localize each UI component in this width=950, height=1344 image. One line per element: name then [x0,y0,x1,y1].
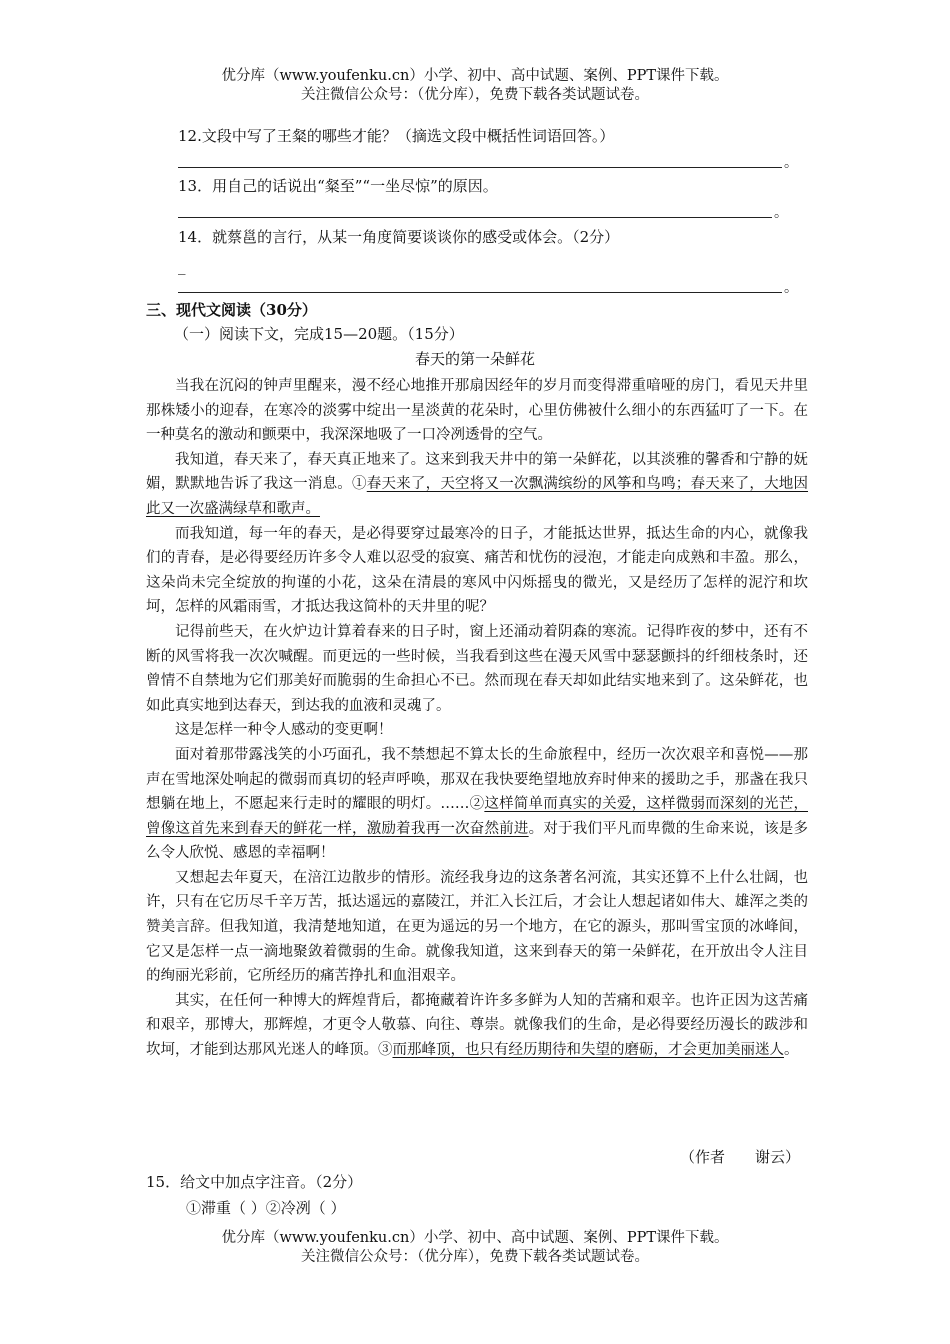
answer-period-13: 。 [774,205,788,221]
underlined-sentence-1: 春天来了，天空将又一次飘满缤纷的风筝和鸟鸣；春天来了，大地因此又一次盛满绿草和歌声。 [146,476,809,517]
section-subheading: （一）阅读下文，完成15—20题。（15分） [174,325,464,343]
question-15: 15．给文中加点字注音。（2分） [146,1173,363,1191]
paragraph-5: 这是怎样一种令人感动的变更啊！ [175,722,393,739]
paragraph-8-tail: 。 [784,1042,799,1059]
paragraph-2 [146,448,808,522]
paragraph-8-text: 其实，在任何一种博大的辉煌背后，都掩藏着许许多多鲜为人知的苦痛和艰辛。也许正因为这苦痛和艰辛，那博大，那辉煌，才更令人敬慕、向往、尊崇。就像我们的生命，是必得要经历漫长的跋涉和坎坷，才能到达那风光迷人的峰顶。③ [146,992,808,1059]
answer-dash-14: _ [178,257,186,275]
article-author: （作者 谢云） [680,1148,801,1166]
paragraph-6 [146,743,808,866]
paragraph-2-text: 我知道，春天来了，春天真正地来了。这来到我天井中的第一朵鲜花，以其淡雅的馨香和宁静的妩媚，默默地告诉了我这一消息。① [146,451,808,493]
article-title: 春天的第一朵鲜花 [414,350,535,368]
paragraph-3: 而我知道，每一年的春天，是必得要穿过最寒冷的日子，才能抵达世界，抵达生命的内心，就像我们的青春，是必得要经历许多令人难以忍受的寂寞、痛苦和忧伤的浸泡，才能走向成熟和丰盈。那么，这朵尚未完全绽放的拘谨的小花，这朵在清晨的寒风中闪烁摇曳的微光，又是经历了怎样的泥泞和坎坷，怎样的风霜雨雪，才抵达我这简朴的天井里的呢？ [146,525,808,616]
page-header [0,67,950,105]
answer-line-13[interactable] [178,217,772,218]
question-12: 12.文段中写了王粲的哪些才能？（摘选文段中概括性词语回答。） [178,127,615,145]
answer-line-14[interactable] [178,292,782,293]
question-15-items[interactable]: ①滞重（ ）②冷冽（ ） [186,1199,346,1217]
footer-line-1: 优分库（www.youfenku.cn）小学、初中、高中试题、案例、PPT课件下载。 [221,1230,729,1246]
header-line-1: 优分库（www.youfenku.cn）小学、初中、高中试题、案例、PPT课件下载。 [221,68,729,84]
question-14: 14．就蔡邕的言行，从某一角度简要谈谈你的感受或体会。（2分） [178,228,620,246]
paragraph-1: 当我在沉闷的钟声里醒来，漫不经心地推开那扇因经年的岁月而变得滞重喑哑的房门，看见天井里那株矮小的迎春，在寒冷的淡雾中绽出一星淡黄的花朵时，心里仿佛被什么细小的东西猛叮了一下。在一种莫名的激动和颤栗中，我深深地吸了一口冷冽透骨的空气。 [146,378,808,444]
underlined-sentence-3: 而那峰顶，也只有经历期待和失望的磨砺，才会更加美丽迷人 [392,1042,784,1059]
header-line-2: 关注微信公众号：（优分库），免费下载各类试题试卷。 [301,87,649,103]
paragraph-7: 又想起去年夏天，在涪江边散步的情形。流经我身边的这条著名河流，其实还算不上什么壮阔，也许，只有在它历尽千辛万苦，抵达遥远的嘉陵江，并汇入长江后，才会让人想起诸如伟大、雄浑之类的赞美言辞。但我知道，我清楚地知道，在更为遥远的另一个地方，在它的源头，那叫雪宝顶的冰峰间，它又是怎样一点一滴地聚敛着微弱的生命。就像我知道，这来到春天的第一朵鲜花，在开放出令人注目的绚丽光彩前，它所经历的痛苦挣扎和血泪艰辛。 [146,869,808,985]
answer-period-12: 。 [784,155,798,171]
answer-line-12[interactable] [178,167,782,168]
footer-line-2: 关注微信公众号：（优分库），免费下载各类试题试卷。 [301,1249,649,1265]
section-heading: 三、现代文阅读（30分） [146,301,317,319]
paragraph-8 [146,989,808,1063]
article-body [146,374,808,1063]
paragraph-6-text: 面对着那带露浅笑的小巧面孔，我不禁想起不算太长的生命旅程中，经历一次次艰辛和喜悦——那声在雪地深处响起的微弱而真切的轻声呼唤，那双在我快要绝望地放弃时伸来的援助之手，那盏在我只想躺在地上，不愿起来行走时的耀眼的明灯。……② [146,746,808,813]
answer-period-14: 。 [784,280,798,296]
page-footer [0,1229,950,1267]
paragraph-6-tail: 。对于我们平凡而卑微的生命来说，该是多么令人欣悦、感恩的幸福啊！ [146,820,809,862]
question-13: 13．用自己的话说出“粲至”“一坐尽惊”的原因。 [178,177,498,195]
underlined-sentence-2: 这样简单而真实的关爱，这样微弱而深刻的光芒，曾像这首先来到春天的鲜花一样，激励着我再一次奋然前进 [146,796,808,837]
paragraph-4: 记得前些天，在火炉边计算着春来的日子时，窗上还涌动着阴森的寒流。记得昨夜的梦中，还有不断的风雪将我一次次喊醒。而更远的一些时候，当我看到这些在漫天风雪中瑟瑟颤抖的纤细枝条时，还曾情不自禁地为它们那美好而脆弱的生命担心不已。然而现在春天却如此结实地来到了。这朵鲜花，也如此真实地到达春天，到达我的血液和灵魂了。 [146,623,808,714]
